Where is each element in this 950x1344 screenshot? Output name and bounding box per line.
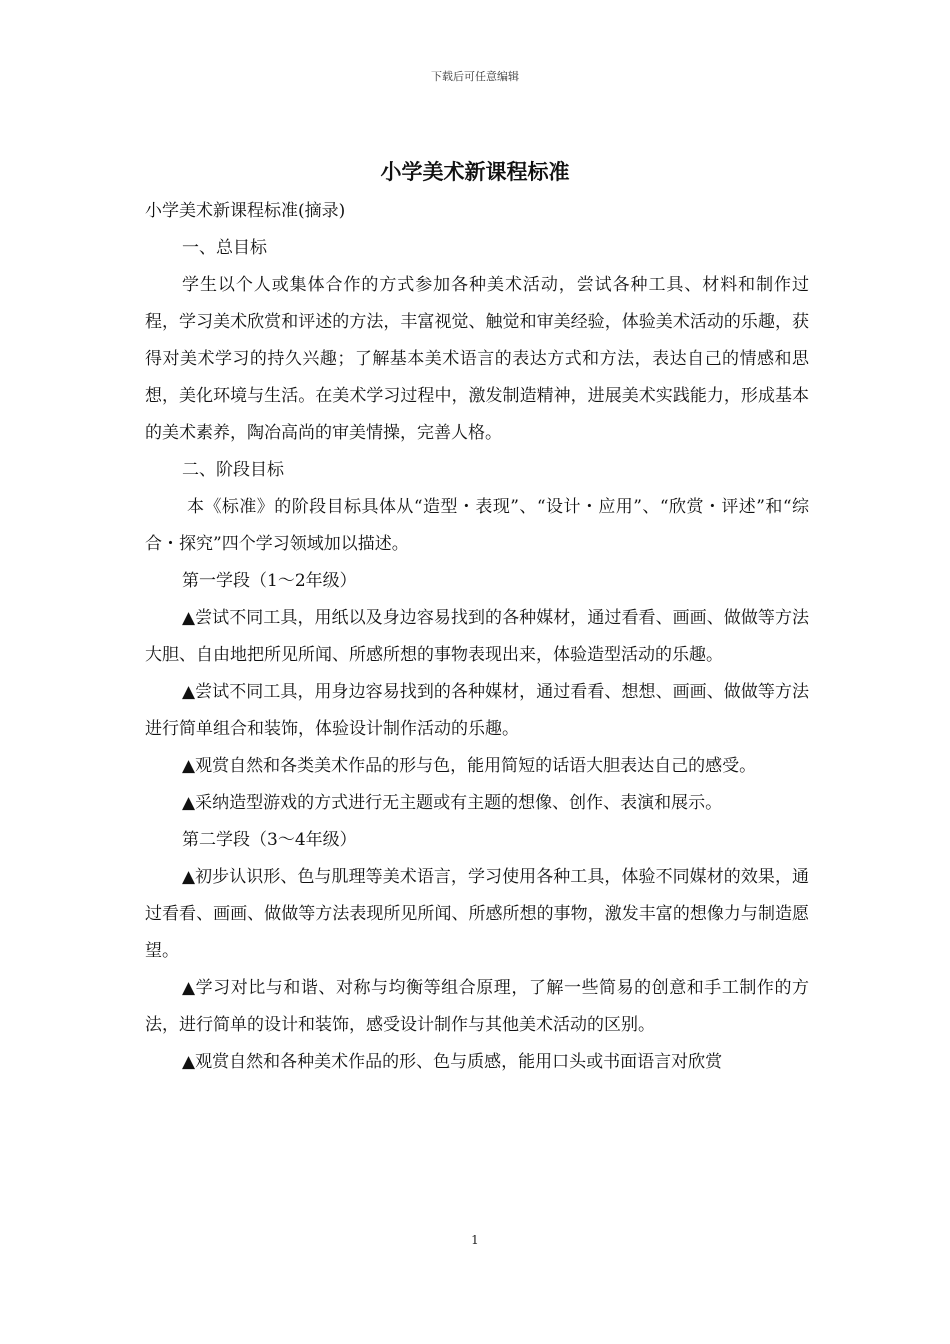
section1-body: 学生以个人或集体合作的方式参加各种美术活动，尝试各种工具、材料和制作过程，学习美术欣赏和评述的方法，丰富视觉、触觉和审美经验，体验美术活动的乐趣，获得对美术学习的持久兴趣；了解基本美术语言的表达方式和方法，表达自己的情感和思想，美化环境与生活。在美术学习过程中，激发制造精神，进展美术实践能力，形成基本的美术素养，陶冶高尚的审美情操，完善人格。 xyxy=(145,275,809,443)
stage2-item: ▲学习对比与和谐、对称与均衡等组合原理，了解一些简易的创意和手工制作的方法，进行简单的设计和装饰，感受设计制作与其他美术活动的区别。 xyxy=(145,978,809,1035)
section2-intro: 本《标准》的阶段目标具体从“造型・表现”、“设计・应用”、“欣赏・评述”和“综合・探究”四个学习领域加以描述。 xyxy=(145,497,809,554)
stage1-item: ▲尝试不同工具，用纸以及身边容易找到的各种媒材，通过看看、画画、做做等方法大胆、自由地把所见所闻、所感所想的事物表现出来，体验造型活动的乐趣。 xyxy=(145,608,809,665)
document-title: 小学美术新课程标准 xyxy=(380,160,570,184)
header-note: 下载后可任意编辑 xyxy=(431,70,519,83)
stage2-item: ▲初步认识形、色与肌理等美术语言，学习使用各种工具，体验不同媒材的效果，通过看看、画画、做做等方法表现所见所闻、所感所想的事物，激发丰富的想像力与制造愿望。 xyxy=(145,867,809,961)
section1-heading: 一、总目标 xyxy=(182,238,267,258)
section2-heading: 二、阶段目标 xyxy=(182,460,284,480)
stage2-heading: 第二学段（3～4年级） xyxy=(182,830,357,850)
stage1-item: ▲尝试不同工具，用身边容易找到的各种媒材，通过看看、想想、画画、做做等方法进行简单组合和装饰，体验设计制作活动的乐趣。 xyxy=(145,682,809,739)
page-number: 1 xyxy=(471,1233,479,1247)
stage1-heading: 第一学段（1～2年级） xyxy=(182,571,357,591)
document-subtitle: 小学美术新课程标准(摘录) xyxy=(145,201,346,221)
stage2-item: ▲观赏自然和各种美术作品的形、色与质感，能用口头或书面语言对欣赏 xyxy=(182,1052,723,1072)
document-body xyxy=(145,193,809,1081)
stage1-item: ▲观赏自然和各类美术作品的形与色，能用简短的话语大胆表达自己的感受。 xyxy=(182,756,757,776)
stage1-item: ▲采纳造型游戏的方式进行无主题或有主题的想像、创作、表演和展示。 xyxy=(182,793,723,813)
